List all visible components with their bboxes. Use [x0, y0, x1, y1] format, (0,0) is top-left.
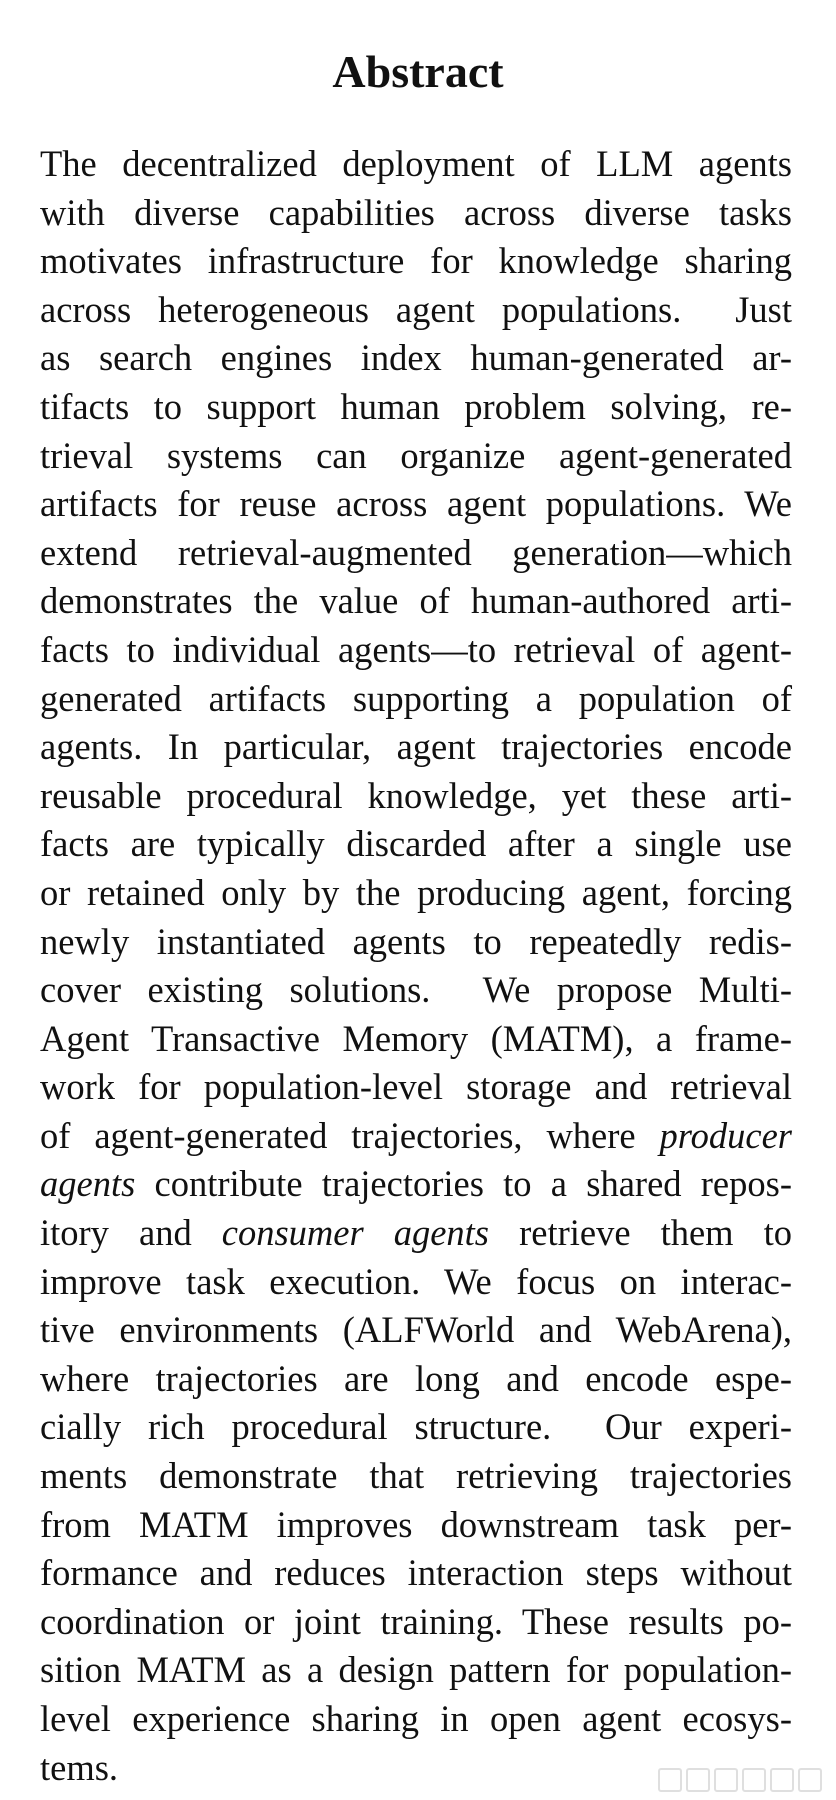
abstract-line	[40, 966, 792, 1015]
abstract-line	[40, 626, 792, 675]
abstract-line	[40, 869, 792, 918]
abstract-line	[40, 1063, 792, 1112]
abstract-line	[40, 1258, 792, 1307]
text-segment: with diverse capabilities across diverse tasks	[40, 191, 792, 233]
text-segment: trieval systems can organize agent-generated	[40, 434, 792, 476]
abstract-line	[40, 820, 792, 869]
text-segment: reusable procedural knowledge, yet these arti-	[40, 774, 792, 816]
text-segment: cially rich procedural structure. Our experi-	[40, 1406, 792, 1448]
italic-term: producer	[659, 1114, 792, 1156]
text-segment: tifacts to support human problem solving, re-	[40, 385, 792, 427]
abstract-line	[40, 1452, 792, 1501]
watermark-logo	[658, 1768, 822, 1792]
text-segment: motivates infrastructure for knowledge sharing	[40, 240, 792, 282]
text-segment: artifacts for reuse across agent populations. We	[40, 483, 792, 525]
text-segment: where trajectories are long and encode espe-	[40, 1357, 792, 1399]
watermark-square-icon	[714, 1768, 738, 1792]
text-segment: facts are typically discarded after a single use	[40, 823, 792, 865]
italic-term: agents	[40, 1163, 136, 1205]
abstract-line	[40, 1160, 792, 1209]
abstract-body	[40, 140, 792, 1792]
watermark-square-icon	[686, 1768, 710, 1792]
text-segment: generated artifacts supporting a population of	[40, 677, 792, 719]
abstract-line	[40, 577, 792, 626]
text-segment: of agent-generated trajectories, where	[40, 1114, 660, 1156]
abstract-line	[40, 675, 792, 724]
text-segment: ments demonstrate that retrieving trajectories	[40, 1455, 792, 1497]
watermark-square-icon	[798, 1768, 822, 1792]
abstract-line	[40, 189, 792, 238]
abstract-line	[40, 237, 792, 286]
text-segment: itory and	[40, 1212, 222, 1254]
abstract-line	[40, 723, 792, 772]
abstract-line	[40, 1695, 792, 1744]
text-segment: or retained only by the producing agent, forcing	[40, 871, 792, 913]
abstract-line	[40, 1015, 792, 1064]
text-segment: The decentralized deployment of LLM agents	[40, 143, 792, 184]
text-segment: contribute trajectories to a shared repos-	[135, 1163, 792, 1205]
abstract-heading: Abstract	[332, 46, 504, 97]
abstract-line	[40, 1403, 792, 1452]
abstract-line	[40, 140, 792, 189]
abstract-line	[40, 1501, 792, 1550]
text-segment: demonstrates the value of human-authored arti-	[40, 580, 792, 622]
abstract-line	[40, 772, 792, 821]
abstract-line	[40, 918, 792, 967]
text-segment: cover existing solutions. We propose Multi-	[40, 969, 792, 1011]
abstract-line	[40, 480, 792, 529]
text-segment: as search engines index human-generated ar-	[40, 337, 792, 379]
abstract-line	[40, 334, 792, 383]
text-segment: tems.	[40, 1746, 119, 1788]
text-segment: improve task execution. We focus on interac-	[40, 1260, 792, 1302]
text-segment: formance and reduces interaction steps without	[40, 1552, 792, 1594]
abstract-line	[40, 529, 792, 578]
abstract-line	[40, 1646, 792, 1695]
watermark-square-icon	[770, 1768, 794, 1792]
text-segment: sition MATM as a design pattern for population-	[40, 1649, 792, 1691]
abstract-line	[40, 1306, 792, 1355]
abstract-line	[40, 1598, 792, 1647]
abstract-line	[40, 1209, 792, 1258]
text-segment: agents. In particular, agent trajectories encode	[40, 726, 792, 768]
abstract-line	[40, 432, 792, 481]
text-segment: coordination or joint training. These results po-	[40, 1600, 792, 1642]
text-segment: across heterogeneous agent populations. Just	[40, 288, 792, 330]
abstract-line	[40, 1549, 792, 1598]
watermark-square-icon	[742, 1768, 766, 1792]
text-segment: from MATM improves downstream task per-	[40, 1503, 792, 1545]
text-segment: tive environments (ALFWorld and WebArena),	[40, 1309, 792, 1351]
text-segment: newly instantiated agents to repeatedly redis-	[40, 920, 792, 962]
text-segment: work for population-level storage and retrieval	[40, 1066, 792, 1108]
abstract-line	[40, 383, 792, 432]
italic-term: consumer agents	[221, 1212, 490, 1254]
text-segment: Agent Transactive Memory (MATM), a frame-	[40, 1017, 792, 1059]
abstract-line	[40, 1112, 792, 1161]
watermark-square-icon	[658, 1768, 682, 1792]
text-segment: retrieve them to	[489, 1212, 793, 1254]
abstract-line	[40, 1355, 792, 1404]
text-segment: facts to individual agents—to retrieval of agent-	[40, 628, 792, 670]
text-segment: extend retrieval-augmented generation—which	[40, 531, 792, 573]
abstract-line	[40, 286, 792, 335]
text-segment: level experience sharing in open agent ecosys-	[40, 1698, 792, 1739]
